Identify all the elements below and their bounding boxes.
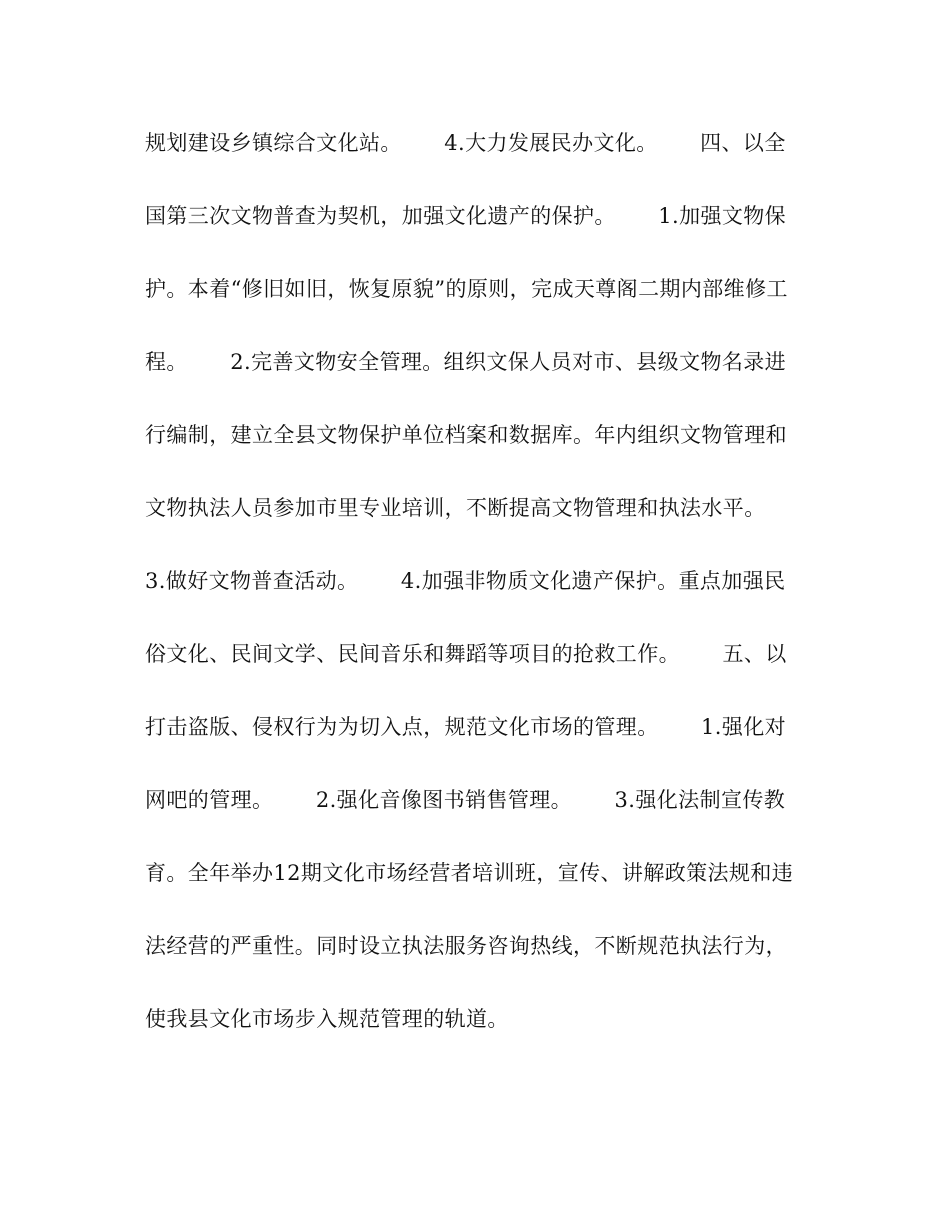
text-line: 行编制，建立全县文物保护单位档案和数据库。年内组织文物管理和 <box>145 423 787 447</box>
text-line: 护。本着“修旧如旧，恢复原貌”的原则，完成天尊阁二期内部维修工 <box>145 277 788 301</box>
body-text <box>145 118 815 1067</box>
text-line: 使我县文化市场步入规范管理的轨道。 <box>145 1007 509 1031</box>
text-line: 规划建设乡镇综合文化站。 4.大力发展民办文化。 四、以全 <box>145 131 786 155</box>
text-line: 网吧的管理。 2.强化音像图书销售管理。 3.强化法制宣传教 <box>145 788 786 812</box>
text-line: 3.做好文物普查活动。 4.加强非物质文化遗产保护。重点加强民 <box>145 569 786 593</box>
text-line: 俗文化、民间文学、民间音乐和舞蹈等项目的抢救工作。 五、以 <box>145 642 787 666</box>
text-line: 国第三次文物普查为契机，加强文化遗产的保护。 1.加强文物保 <box>145 204 787 228</box>
text-line: 文物执法人员参加市里专业培训，不断提高文物管理和执法水平。 <box>145 496 766 520</box>
text-line: 程。 2.完善文物安全管理。组织文保人员对市、县级文物名录进 <box>145 350 787 374</box>
text-line: 法经营的严重性。同时设立执法服务咨询热线，不断规范执法行为， <box>145 934 787 958</box>
text-line: 打击盗版、侵权行为为切入点，规范文化市场的管理。 1.强化对 <box>145 715 787 739</box>
text-line: 育。全年举办12期文化市场经营者培训班，宣传、讲解政策法规和违 <box>145 861 794 885</box>
